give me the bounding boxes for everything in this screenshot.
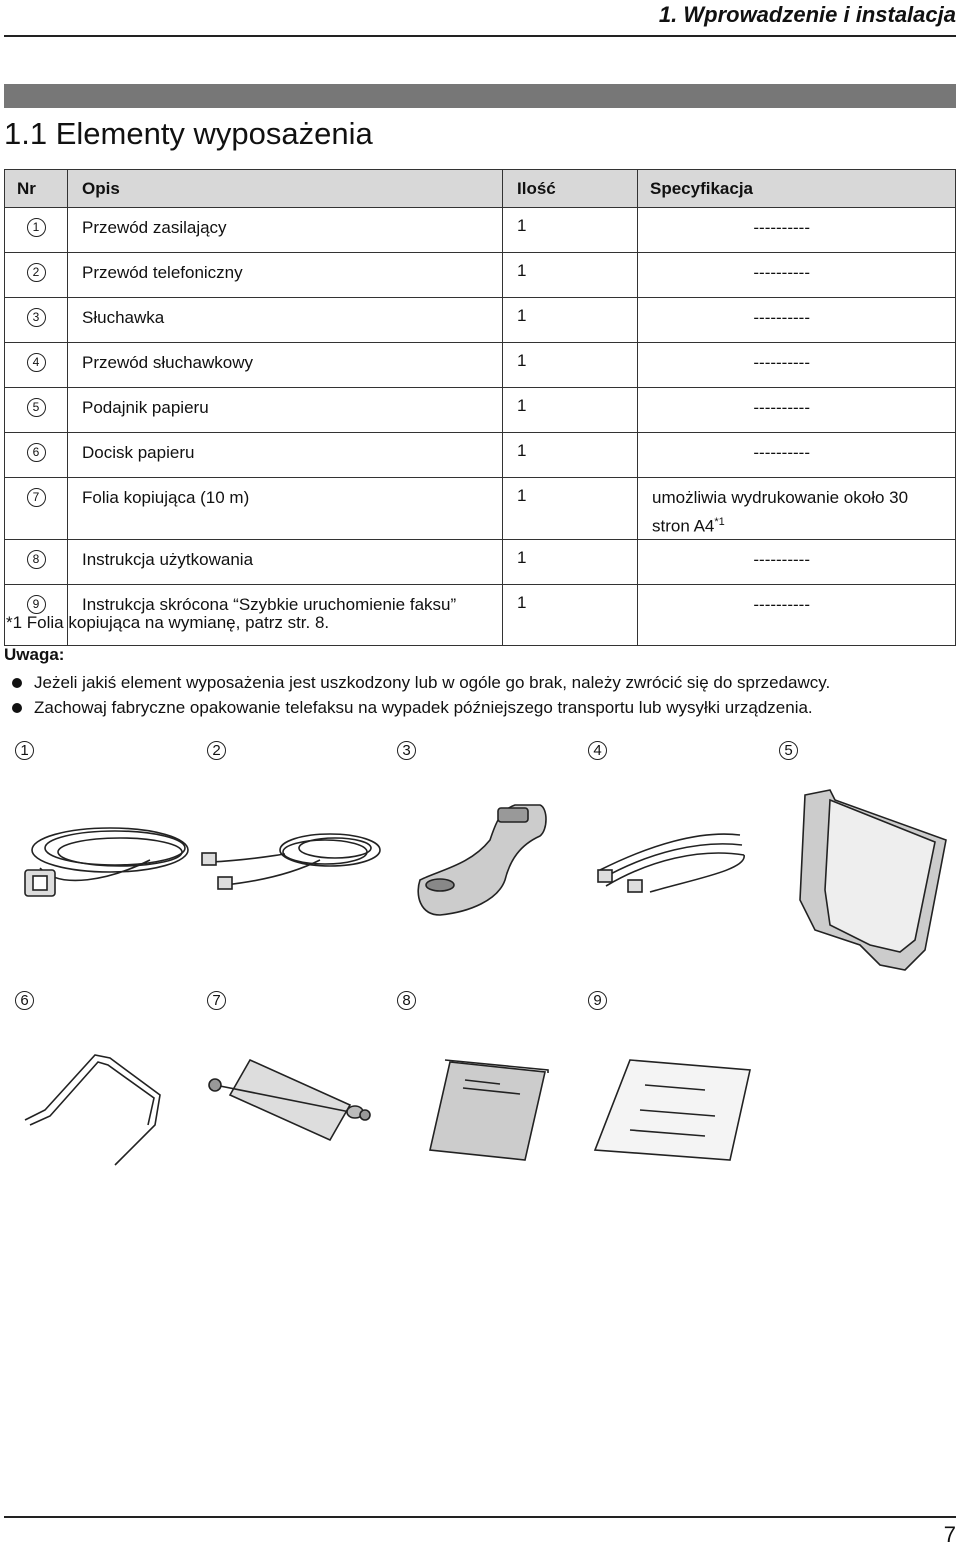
item-quantity: 1 <box>503 478 638 540</box>
illustration-label: 4 <box>588 741 607 760</box>
illustration-label: 5 <box>779 741 798 760</box>
page-number: 7 <box>943 1522 956 1547</box>
item-number-badge: 3 <box>27 308 46 327</box>
item-spec: ---------- <box>638 298 956 343</box>
coiled-cord-icon <box>598 834 744 892</box>
item-description: Podajnik papieru <box>68 388 503 433</box>
item-number-badge: 1 <box>27 218 46 237</box>
item-description: Instrukcja skrócona “Szybkie uruchomienie faksu” <box>68 585 503 646</box>
item-quantity: 1 <box>503 253 638 298</box>
item-description: Przewód zasilający <box>68 208 503 253</box>
item-spec: ---------- <box>638 253 956 298</box>
col-ilosc: Ilość <box>503 170 638 208</box>
item-quantity: 1 <box>503 388 638 433</box>
item-quantity: 1 <box>503 343 638 388</box>
power-cord-icon <box>25 828 188 896</box>
item-description: Docisk papieru <box>68 433 503 478</box>
item-description: Przewód słuchawkowy <box>68 343 503 388</box>
item-description: Instrukcja użytkowania <box>68 540 503 585</box>
item-number-badge: 4 <box>27 353 46 372</box>
item-quantity: 1 <box>503 208 638 253</box>
illustration-label: 8 <box>397 991 416 1010</box>
section-title: 1.1 Elementy wyposażenia <box>4 116 373 151</box>
item-spec: ---------- <box>638 208 956 253</box>
illustration-label: 3 <box>397 741 416 760</box>
item-number-badge: 5 <box>27 398 46 417</box>
item-number-badge: 6 <box>27 443 46 462</box>
item-quantity: 1 <box>503 585 638 646</box>
col-nr: Nr <box>5 170 68 208</box>
operating-instructions-icon <box>430 1060 548 1160</box>
item-description: Słuchawka <box>68 298 503 343</box>
telephone-cord-icon <box>202 834 380 889</box>
col-specyfikacja: Specyfikacja <box>638 170 956 208</box>
item-spec-text: umożliwia wydrukowanie około 30 stron A4 <box>652 488 909 536</box>
item-quantity: 1 <box>503 433 638 478</box>
illustration-label: 2 <box>207 741 226 760</box>
illustration-label: 1 <box>15 741 34 760</box>
item-number-badge: 9 <box>27 595 46 614</box>
note-heading: Uwaga: <box>4 645 65 664</box>
item-spec: ---------- <box>638 585 956 646</box>
paper-tray-icon <box>800 790 946 970</box>
item-spec: ---------- <box>638 388 956 433</box>
illustration-label: 6 <box>15 991 34 1010</box>
item-number-badge: 8 <box>27 550 46 569</box>
col-opis: Opis <box>68 170 503 208</box>
item-spec: ---------- <box>638 343 956 388</box>
handset-icon <box>418 805 546 915</box>
paper-wire-icon <box>25 1055 160 1165</box>
item-description: Folia kopiująca (10 m) <box>68 478 503 540</box>
item-quantity: 1 <box>503 298 638 343</box>
footer-rule <box>4 1516 956 1518</box>
ink-film-icon <box>209 1060 370 1140</box>
item-number-badge: 2 <box>27 263 46 282</box>
item-description: Przewód telefoniczny <box>68 253 503 298</box>
item-quantity: 1 <box>503 540 638 585</box>
item-number-badge: 7 <box>27 488 46 507</box>
illustration-label: 9 <box>588 991 607 1010</box>
illustration-label: 7 <box>207 991 226 1010</box>
quick-start-guide-icon <box>595 1060 750 1160</box>
item-spec: ---------- <box>638 433 956 478</box>
footnote-marker: *1 <box>714 516 725 528</box>
chapter-title: 1. Wprowadzenie i instalacja <box>658 2 956 27</box>
item-spec: ---------- <box>638 540 956 585</box>
footnote: *1 Folia kopiująca na wymianę, patrz str. 8. <box>6 613 330 632</box>
note-text: Zachowaj fabryczne opakowanie telefaksu na wypadek późniejszego transportu lub wysyłki urządzenia. <box>34 698 813 717</box>
note-text: Jeżeli jakiś element wyposażenia jest uszkodzony lub w ogóle go brak, należy zwrócić się do sprzedawcy. <box>34 673 831 692</box>
